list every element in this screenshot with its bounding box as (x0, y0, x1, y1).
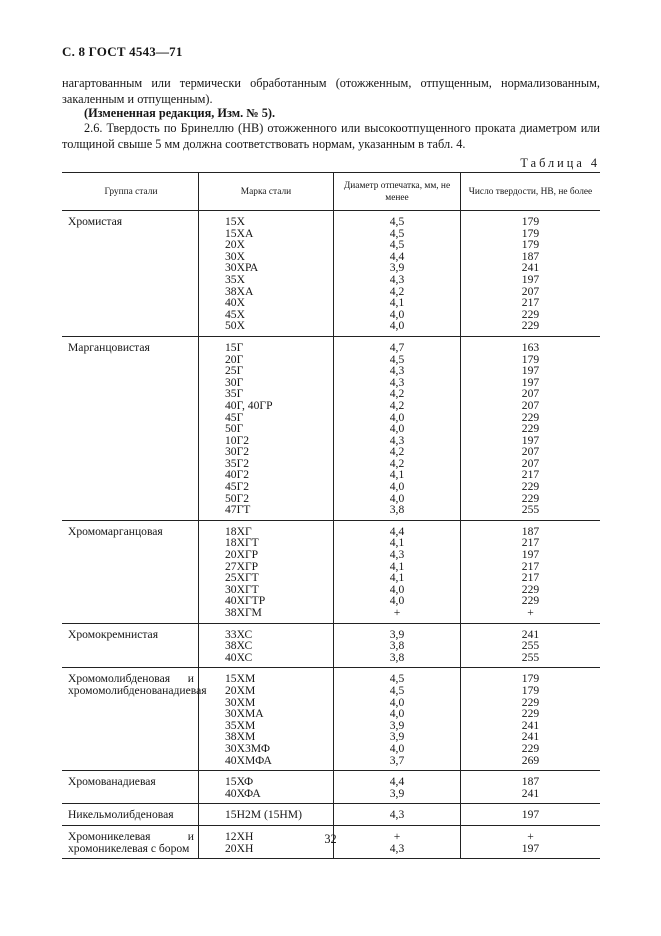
steel-grade: 18ХГ (225, 524, 252, 538)
diameter-value: 4,3 (389, 841, 405, 855)
steel-grade: 12ХН (225, 829, 254, 843)
header-steel-grade: Марка стали (199, 173, 334, 211)
diameter-value: 3,7 (389, 753, 405, 767)
diameter-value: 3,8 (389, 503, 405, 517)
hardness-value: 179 (521, 238, 540, 252)
diameter-value: 4,0 (389, 410, 405, 424)
diameter-value: 4,0 (389, 491, 405, 505)
hardness-value: 197 (521, 364, 540, 378)
steel-grade: 38ХГМ (225, 606, 262, 619)
steel-grade: 27ХГР (225, 559, 259, 573)
table-caption: Таблица 4 (520, 156, 600, 170)
header-hardness: Число твердости, НВ, не более (461, 173, 601, 211)
steel-group-name: Хромистая (68, 215, 123, 228)
steel-grade: 10Г2 (225, 433, 250, 447)
table-row (62, 211, 600, 337)
steel-grade: 20ХГР (225, 548, 259, 562)
steel-grade: 40Х (225, 296, 245, 310)
diameter-value: 4,1 (389, 559, 405, 573)
header-steel-group: Группа стали (62, 173, 199, 211)
diameter-value: 4,0 (389, 319, 405, 333)
hardness-value: 197 (521, 841, 540, 855)
diameter-value: 4,1 (389, 296, 405, 310)
diameter-value: 4,2 (389, 456, 405, 470)
hardness-value: 207 (521, 445, 540, 459)
hardness-cell (461, 520, 601, 623)
steel-group-name: Хромоникелевая и хромоникелевая с бором (68, 829, 194, 855)
page-number: 32 (324, 832, 337, 846)
steel-grade: 20Х (225, 238, 245, 252)
steel-grade: 40ХС (225, 650, 253, 664)
diameter-value: 4,3 (389, 433, 405, 447)
hardness-value: 217 (521, 468, 540, 482)
table-header-row (62, 173, 600, 211)
diameter-value: + (393, 829, 401, 843)
hardness-value: 187 (521, 775, 540, 789)
diameter-value: 4,2 (389, 387, 405, 401)
section-2-6-paragraph: 2.6. Твердость по Бринеллю (НВ) отожженного или высокоотпущенного проката диаметром или толщиной свыше 5 мм должна соответствовать нормам, указанным в табл. 4. (62, 121, 600, 151)
hardness-value: 229 (521, 707, 540, 721)
hardness-value: 163 (521, 340, 540, 354)
intro-paragraph: нагартованным или термически обработанным (отожженным, отпущенным, нормализованным, закаленным и отпущенным). (62, 76, 600, 106)
diameter-value: 3,9 (389, 718, 405, 732)
diameter-cell (334, 623, 461, 668)
steel-grade: 40Г, 40ГР (225, 398, 273, 412)
hardness-value: 217 (521, 536, 540, 550)
hardness-value: 179 (521, 683, 540, 697)
steel-group-cell (62, 623, 199, 668)
hardness-value: 229 (521, 480, 540, 494)
steel-grade: 15Х (225, 215, 245, 228)
hardness-value: 229 (521, 319, 540, 333)
steel-group-cell (62, 520, 199, 623)
diameter-value: 4,0 (389, 582, 405, 596)
steel-grade: 50Х (225, 319, 245, 333)
steel-grade: 20ХМ (225, 683, 256, 697)
diameter-cell (334, 668, 461, 771)
diameter-value: 4,0 (389, 741, 405, 755)
diameter-value: 4,4 (389, 524, 405, 538)
hardness-value: 229 (521, 410, 540, 424)
steel-grade-cell (199, 804, 334, 826)
diameter-value: 4,4 (389, 249, 405, 263)
hardness-value: 197 (521, 375, 540, 389)
steel-grade: 30Г2 (225, 445, 250, 459)
table-row (62, 623, 600, 668)
steel-grade: 30ХРА (225, 261, 259, 275)
steel-grade: 38ХС (225, 639, 253, 653)
steel-grade-cell (199, 623, 334, 668)
hardness-value: 229 (521, 307, 540, 321)
diameter-cell (334, 520, 461, 623)
diameter-value: 4,2 (389, 284, 405, 298)
hardness-cell (461, 336, 601, 520)
diameter-value: 4,3 (389, 375, 405, 389)
diameter-value: 4,5 (389, 683, 405, 697)
table-row (62, 336, 600, 520)
table-row (62, 771, 600, 804)
hardness-value: 269 (521, 753, 540, 767)
steel-grade: 38ХА (225, 284, 254, 298)
steel-grade: 50Г2 (225, 491, 250, 505)
steel-grade: 30Х3МФ (225, 741, 271, 755)
steel-grade: 40ХФА (225, 786, 261, 800)
hardness-cell (461, 804, 601, 826)
hardness-value: 229 (521, 491, 540, 505)
diameter-value: 4,3 (389, 364, 405, 378)
hardness-value: 241 (521, 261, 540, 275)
diameter-value: 3,8 (389, 650, 405, 664)
diameter-cell (334, 211, 461, 337)
steel-grade: 30Г (225, 375, 244, 389)
steel-grade-cell (199, 668, 334, 771)
steel-grade: 30Х (225, 249, 245, 263)
diameter-value: 4,2 (389, 445, 405, 459)
hardness-value: 187 (521, 524, 540, 538)
hardness-value: 255 (521, 503, 540, 517)
diameter-value: 4,0 (389, 707, 405, 721)
steel-group-cell (62, 668, 207, 771)
diameter-value: 4,0 (389, 594, 405, 608)
hardness-table (62, 172, 600, 859)
steel-group-name: Хромокремнистая (68, 627, 159, 641)
hardness-value: 241 (521, 786, 540, 800)
table-row (62, 668, 600, 771)
table-body (62, 211, 600, 859)
steel-grade: 18ХГТ (225, 536, 259, 550)
diameter-value: 3,9 (389, 627, 405, 641)
hardness-value: 255 (521, 650, 540, 664)
hardness-value: 179 (521, 672, 540, 686)
steel-group-cell (62, 804, 199, 826)
hardness-cell (461, 211, 601, 337)
steel-group-name: Хромомарганцовая (68, 524, 163, 538)
diameter-cell (334, 336, 461, 520)
steel-grade-cell (199, 520, 334, 623)
steel-grade: 20Г (225, 352, 244, 366)
hardness-value: + (527, 829, 534, 843)
steel-grade: 40ХГТР (225, 594, 266, 608)
steel-grade: 33ХС (225, 627, 253, 641)
hardness-value: 229 (521, 695, 540, 709)
steel-grade: 45Г2 (225, 480, 250, 494)
diameter-value: 4,0 (389, 422, 405, 436)
hardness-value: 207 (521, 456, 540, 470)
hardness-cell (461, 623, 601, 668)
hardness-value: 229 (521, 741, 540, 755)
steel-grade: 30ХГТ (225, 582, 259, 596)
steel-grade: 35Г2 (225, 456, 250, 470)
diameter-value: 4,1 (389, 468, 405, 482)
diameter-value: 3,9 (389, 786, 405, 800)
hardness-cell (461, 771, 601, 804)
steel-grade: 15ХА (225, 226, 254, 240)
hardness-value: 229 (521, 582, 540, 596)
steel-grade-cell (199, 771, 334, 804)
steel-group-name: Никельмолибденовая (68, 808, 174, 822)
steel-grade: 40Г2 (225, 468, 250, 482)
steel-grade: 15Н2М (15НМ) (225, 808, 302, 822)
steel-group-name: Хромомолибденовая и хромомолибденованадиевая (68, 672, 207, 697)
hardness-value: + (527, 606, 534, 619)
hardness-value: 197 (521, 433, 540, 447)
steel-grade: 25ХГТ (225, 571, 259, 585)
diameter-value: 4,1 (389, 571, 405, 585)
steel-group-cell (62, 771, 199, 804)
hardness-cell (461, 668, 601, 771)
diameter-value: 4,2 (389, 398, 405, 412)
hardness-value: 197 (521, 808, 540, 822)
steel-group-name: Хромованадиевая (68, 775, 156, 789)
diameter-value: + (393, 606, 401, 619)
steel-grade: 30ХМА (225, 707, 264, 721)
hardness-value: 197 (521, 272, 540, 286)
steel-grade: 35ХМ (225, 718, 256, 732)
steel-grade: 15ХФ (225, 775, 254, 789)
table-row (62, 804, 600, 826)
diameter-value: 3,9 (389, 261, 405, 275)
steel-grade-cell (199, 211, 334, 337)
diameter-value: 4,5 (389, 672, 405, 686)
steel-grade: 35Г (225, 387, 244, 401)
hardness-value: 241 (521, 730, 540, 744)
diameter-value: 4,5 (389, 215, 405, 228)
diameter-value: 4,5 (389, 238, 405, 252)
diameter-cell (334, 804, 461, 826)
steel-grade-cell (199, 336, 334, 520)
diameter-value: 3,8 (389, 639, 405, 653)
hardness-value: 207 (521, 398, 540, 412)
diameter-value: 4,0 (389, 695, 405, 709)
table-row (62, 520, 600, 623)
hardness-value: 229 (521, 594, 540, 608)
steel-grade: 47ГТ (225, 503, 251, 517)
steel-group-name: Марганцовистая (68, 340, 150, 354)
steel-grade: 15ХМ (225, 672, 256, 686)
diameter-value: 3,9 (389, 730, 405, 744)
steel-group-cell (62, 336, 199, 520)
hardness-value: 179 (521, 352, 540, 366)
hardness-value: 217 (521, 296, 540, 310)
hardness-value: 197 (521, 548, 540, 562)
steel-group-cell (62, 211, 199, 337)
hardness-value: 241 (521, 718, 540, 732)
hardness-value: 207 (521, 284, 540, 298)
diameter-value: 4,1 (389, 536, 405, 550)
steel-grade: 45Х (225, 307, 245, 321)
steel-grade: 45Г (225, 410, 244, 424)
steel-grade: 20ХН (225, 841, 254, 855)
diameter-value: 4,7 (389, 340, 405, 354)
steel-grade: 25Г (225, 364, 244, 378)
header-diameter: Диаметр отпечатка, мм, не менее (334, 173, 461, 211)
hardness-value: 255 (521, 639, 540, 653)
diameter-value: 4,3 (389, 548, 405, 562)
hardness-value: 187 (521, 249, 540, 263)
diameter-value: 4,3 (389, 808, 405, 822)
diameter-value: 4,5 (389, 226, 405, 240)
hardness-value: 179 (521, 215, 540, 228)
amendment-note: (Измененная редакция, Изм. № 5). (84, 106, 276, 120)
diameter-cell (334, 771, 461, 804)
page-header: С. 8 ГОСТ 4543—71 (62, 44, 183, 59)
diameter-value: 4,3 (389, 272, 405, 286)
steel-grade: 50Г (225, 422, 244, 436)
hardness-value: 217 (521, 571, 540, 585)
steel-grade: 38ХМ (225, 730, 256, 744)
diameter-value: 4,5 (389, 352, 405, 366)
hardness-value: 241 (521, 627, 540, 641)
steel-grade: 40ХМФА (225, 753, 272, 767)
hardness-value: 179 (521, 226, 540, 240)
diameter-value: 4,4 (389, 775, 405, 789)
diameter-value: 4,0 (389, 307, 405, 321)
hardness-value: 229 (521, 422, 540, 436)
steel-grade: 35Х (225, 272, 245, 286)
diameter-value: 4,0 (389, 480, 405, 494)
hardness-value: 207 (521, 387, 540, 401)
hardness-value: 217 (521, 559, 540, 573)
steel-grade: 30ХМ (225, 695, 256, 709)
steel-grade: 15Г (225, 340, 244, 354)
